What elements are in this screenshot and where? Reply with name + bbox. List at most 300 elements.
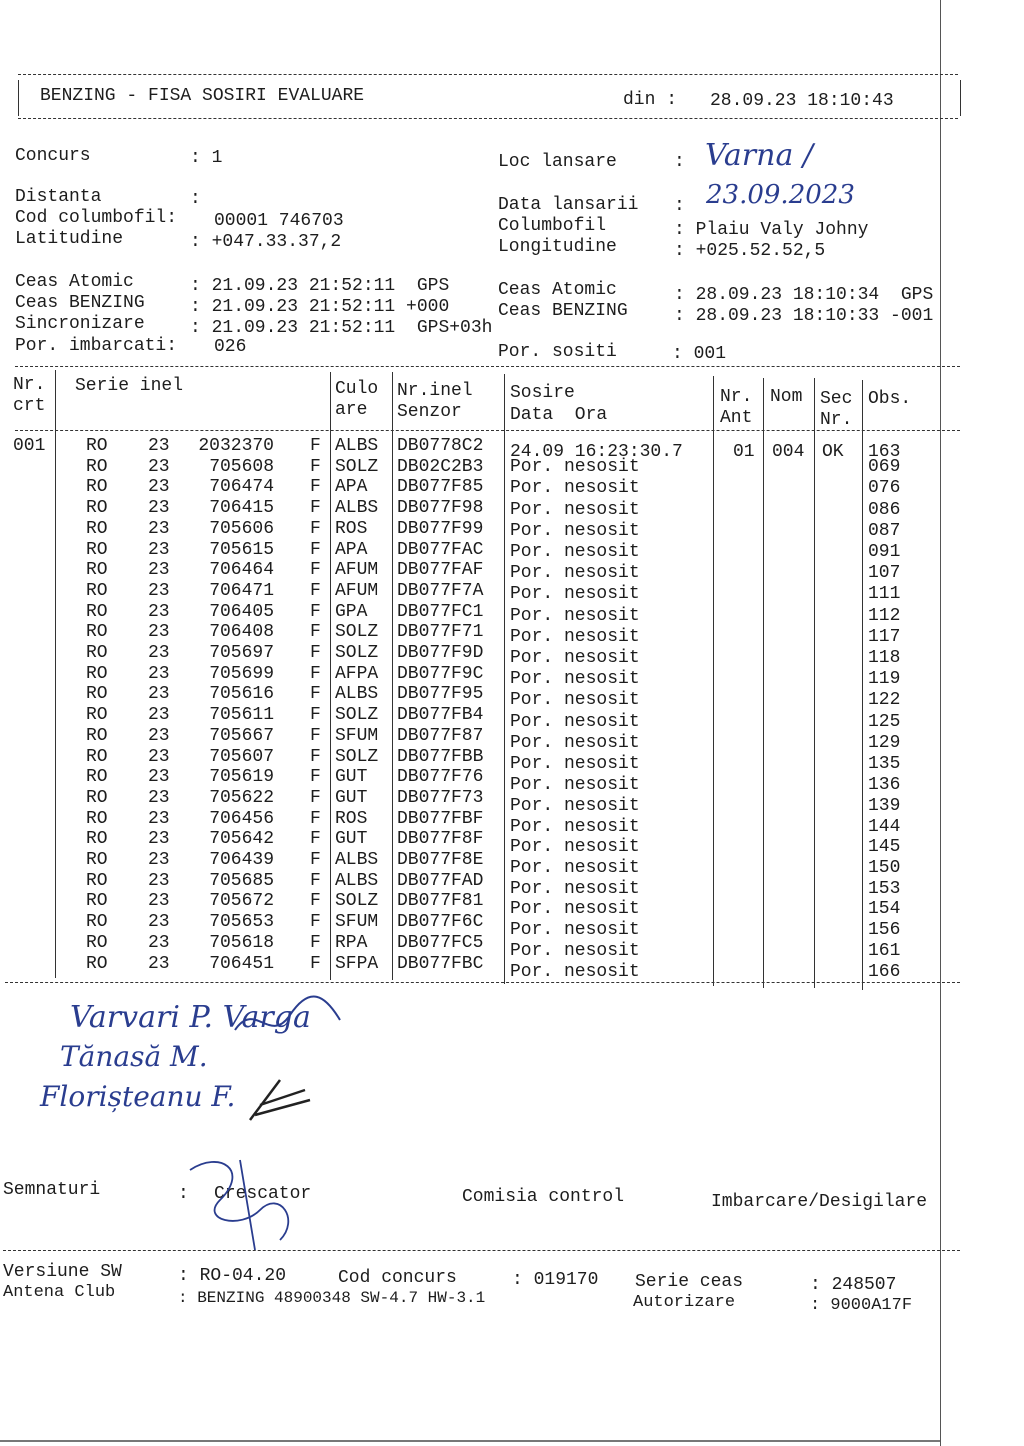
ring-number-cell: 706464 bbox=[209, 560, 274, 581]
ring-number-cell: 706471 bbox=[209, 580, 274, 601]
table-row bbox=[0, 519, 1000, 540]
sensor-id-cell: DB077F98 bbox=[397, 498, 484, 519]
arrival-cell: Por. nesosit bbox=[510, 563, 640, 584]
col-header-sosire-1: Sosire bbox=[510, 383, 575, 403]
crescator-label: Crescator bbox=[214, 1184, 312, 1204]
ring-sex-cell: F bbox=[310, 891, 321, 912]
table-row bbox=[0, 829, 1000, 858]
serie-ceas-label: Serie ceas bbox=[635, 1272, 744, 1292]
ring-year-cell: 23 bbox=[148, 891, 170, 912]
arrival-cell: Por. nesosit bbox=[510, 940, 640, 961]
obs-cell: 111 bbox=[868, 584, 901, 605]
por-sositi-value: : 001 bbox=[672, 344, 727, 364]
color-code-cell: SOLZ bbox=[335, 622, 379, 643]
table-row bbox=[0, 870, 1000, 899]
obs-cell: 154 bbox=[868, 899, 901, 920]
versiune-sw-label: Versiune SW bbox=[3, 1262, 122, 1282]
table-row bbox=[0, 643, 1000, 668]
sensor-id-cell: DB077F99 bbox=[397, 518, 484, 539]
page-edge-bottom bbox=[0, 1440, 940, 1442]
semnaturi-colon: : bbox=[178, 1184, 189, 1204]
sincronizare-value: : 21.09.23 21:52:11 GPS+03h bbox=[190, 318, 493, 338]
signature-scribble-2 bbox=[245, 1075, 315, 1125]
ring-year-cell: 23 bbox=[148, 787, 170, 808]
col-header-nr-crt-1: Nr. bbox=[13, 375, 46, 395]
ring-sex-cell: F bbox=[310, 746, 321, 767]
ring-number-cell: 706415 bbox=[209, 498, 274, 519]
table-row bbox=[0, 477, 1000, 498]
table-row bbox=[0, 932, 1000, 961]
arrival-cell: Por. nesosit bbox=[510, 520, 640, 541]
data-lansarii-colon: : bbox=[674, 196, 685, 216]
footer-top-rule bbox=[3, 1250, 960, 1251]
versiune-sw-value: : RO-04.20 bbox=[178, 1266, 287, 1286]
ring-sex-cell: F bbox=[310, 850, 321, 870]
col-header-nrant-1: Nr. bbox=[720, 387, 753, 407]
ring-country-cell: RO bbox=[86, 746, 108, 767]
ring-year-cell: 23 bbox=[148, 539, 170, 560]
color-code-cell: ALBS bbox=[335, 436, 379, 456]
handwritten-name-1: Varvari P. Varga bbox=[70, 1000, 311, 1035]
arrival-cell: Por. nesosit bbox=[510, 542, 640, 562]
imbarcare-desigilare-label: Imbarcare/Desigilare bbox=[711, 1192, 928, 1212]
obs-cell: 150 bbox=[868, 858, 901, 878]
ring-year-cell: 23 bbox=[148, 456, 170, 477]
ring-year-cell: 23 bbox=[148, 767, 170, 788]
ring-sex-cell: F bbox=[310, 932, 321, 953]
obs-cell: 144 bbox=[868, 816, 901, 837]
ceas-benzing-label: Ceas BENZING bbox=[15, 293, 145, 313]
ceas-benzing-2-value: : 28.09.23 18:10:33 -001 bbox=[674, 306, 934, 326]
ring-country-cell: RO bbox=[86, 601, 108, 622]
ring-year-cell: 23 bbox=[148, 932, 170, 953]
ring-number-cell: 706405 bbox=[209, 601, 274, 622]
columbofil-label: Columbofil bbox=[498, 216, 607, 236]
ring-country-cell: RO bbox=[86, 436, 108, 456]
ring-year-cell: 23 bbox=[148, 705, 170, 726]
ring-number-cell: 705616 bbox=[209, 684, 274, 705]
ring-country-cell: RO bbox=[86, 870, 108, 891]
ring-year-cell: 23 bbox=[148, 912, 170, 933]
arrival-cell: Por. nesosit bbox=[510, 584, 640, 605]
table-row bbox=[0, 601, 1000, 626]
ring-sex-cell: F bbox=[310, 643, 321, 663]
color-code-cell: ALBS bbox=[335, 498, 379, 519]
arrival-cell: Por. nesosit bbox=[510, 499, 640, 520]
sensor-id-cell: DB077F8F bbox=[397, 829, 484, 850]
table-row bbox=[0, 622, 1000, 647]
cod-concurs-value: : 019170 bbox=[512, 1270, 599, 1290]
loc-lansare-handwritten: Varna / bbox=[705, 138, 813, 173]
ring-country-cell: RO bbox=[86, 456, 108, 477]
sensor-id-cell: DB077FC1 bbox=[397, 601, 484, 622]
table-header-rule bbox=[15, 430, 960, 431]
ring-sex-cell: F bbox=[310, 518, 321, 539]
arrival-cell: 24.09 16:23:30.7 bbox=[510, 442, 683, 462]
ring-year-cell: 23 bbox=[148, 684, 170, 705]
ring-year-cell: 23 bbox=[148, 808, 170, 829]
longitudine-value: : +025.52.52,5 bbox=[674, 241, 826, 261]
obs-cell: 122 bbox=[868, 690, 901, 711]
semnaturi-label: Semnaturi bbox=[3, 1180, 101, 1200]
ring-sex-cell: F bbox=[310, 622, 321, 643]
ring-number-cell: 705619 bbox=[209, 767, 274, 788]
columbofil-value: : Plaiu Valy Johny bbox=[674, 220, 869, 240]
ring-country-cell: RO bbox=[86, 684, 108, 705]
ring-year-cell: 23 bbox=[148, 663, 170, 684]
color-code-cell: AFUM bbox=[335, 560, 379, 581]
sensor-id-cell: DB077FBF bbox=[397, 808, 484, 829]
ring-year-cell: 23 bbox=[148, 580, 170, 601]
col-header-nrant-2: Ant bbox=[720, 408, 753, 428]
sensor-id-cell: DB077FBB bbox=[397, 746, 484, 767]
obs-cell: 139 bbox=[868, 795, 901, 816]
cod-columbofil-value: 00001 746703 bbox=[214, 211, 344, 231]
arrival-cell: Por. nesosit bbox=[510, 920, 640, 941]
ring-sex-cell: F bbox=[310, 787, 321, 808]
obs-cell: 135 bbox=[868, 754, 901, 774]
ring-sex-cell: F bbox=[310, 436, 321, 456]
ring-country-cell: RO bbox=[86, 518, 108, 539]
color-code-cell: AFPA bbox=[335, 663, 379, 684]
sensor-id-cell: DB0778C2 bbox=[397, 436, 484, 456]
sensor-id-cell: DB077FAC bbox=[397, 539, 484, 560]
ceas-benzing-value: : 21.09.23 21:52:11 +000 bbox=[190, 297, 450, 317]
arrival-cell: Por. nesosit bbox=[510, 626, 640, 647]
obs-cell: 076 bbox=[868, 478, 901, 499]
obs-cell: 129 bbox=[868, 732, 901, 753]
por-sositi-label: Por. sositi bbox=[498, 342, 617, 362]
ring-number-cell: 705667 bbox=[209, 725, 274, 746]
obs-cell: 161 bbox=[868, 940, 901, 961]
arrival-cell: Por. nesosit bbox=[510, 961, 640, 982]
sensor-id-cell: DB02C2B3 bbox=[397, 456, 484, 477]
comisia-control-label: Comisia control bbox=[462, 1187, 625, 1207]
obs-cell: 117 bbox=[868, 626, 901, 647]
sensor-id-cell: DB077FBC bbox=[397, 953, 484, 974]
ring-sex-cell: F bbox=[310, 705, 321, 726]
ring-country-cell: RO bbox=[86, 891, 108, 912]
color-code-cell: AFUM bbox=[335, 580, 379, 601]
ring-year-cell: 23 bbox=[148, 643, 170, 663]
arrival-cell: Por. nesosit bbox=[510, 478, 640, 499]
arrival-cell: Por. nesosit bbox=[510, 837, 640, 858]
ring-year-cell: 23 bbox=[148, 953, 170, 974]
obs-cell: 112 bbox=[868, 605, 901, 626]
arrival-cell: Por. nesosit bbox=[510, 457, 640, 478]
ring-number-cell: 705642 bbox=[209, 829, 274, 850]
col-header-culoare-1: Culo bbox=[335, 379, 379, 399]
arrival-cell: Por. nesosit bbox=[510, 711, 640, 732]
obs-cell: 087 bbox=[868, 520, 901, 541]
latitudine-label: Latitudine bbox=[15, 229, 124, 249]
por-imbarcati-value: 026 bbox=[214, 337, 247, 357]
obs-cell: 091 bbox=[868, 542, 901, 562]
obs-cell: 163 bbox=[868, 442, 901, 462]
obs-cell: 107 bbox=[868, 563, 901, 584]
table-bottom-rule bbox=[5, 982, 960, 983]
table-row bbox=[0, 684, 1000, 711]
sensor-id-cell: DB077F71 bbox=[397, 622, 484, 643]
table-row bbox=[0, 746, 1000, 774]
ceas-atomic-2-value: : 28.09.23 18:10:34 GPS bbox=[674, 285, 934, 305]
ring-sex-cell: F bbox=[310, 456, 321, 477]
ring-country-cell: RO bbox=[86, 643, 108, 663]
obs-cell: 153 bbox=[868, 878, 901, 899]
table-row bbox=[0, 560, 1000, 584]
table-row bbox=[0, 436, 1000, 462]
arrival-cell: Por. nesosit bbox=[510, 816, 640, 837]
table-row bbox=[0, 540, 1000, 561]
table-row bbox=[0, 891, 1000, 920]
autorizare-label: Autorizare bbox=[633, 1293, 736, 1312]
ring-country-cell: RO bbox=[86, 912, 108, 933]
row-nr-crt: 001 bbox=[13, 436, 46, 456]
ring-year-cell: 23 bbox=[148, 622, 170, 643]
ring-sex-cell: F bbox=[310, 808, 321, 829]
ring-sex-cell: F bbox=[310, 477, 321, 498]
ceas-atomic-label: Ceas Atomic bbox=[15, 272, 134, 292]
color-code-cell: SOLZ bbox=[335, 456, 379, 477]
ring-year-cell: 23 bbox=[148, 725, 170, 746]
sensor-id-cell: DB077FAF bbox=[397, 560, 484, 581]
ring-year-cell: 23 bbox=[148, 870, 170, 891]
ring-sex-cell: F bbox=[310, 725, 321, 746]
color-code-cell: ALBS bbox=[335, 870, 379, 891]
table-row bbox=[0, 767, 1000, 796]
color-code-cell: APA bbox=[335, 477, 368, 498]
sensor-id-cell: DB077F9D bbox=[397, 643, 484, 663]
sec-nr-cell: OK bbox=[822, 442, 844, 462]
ring-year-cell: 23 bbox=[148, 560, 170, 581]
latitudine-value: : +047.33.37,2 bbox=[190, 232, 342, 252]
loc-lansare-colon: : bbox=[674, 152, 685, 172]
ring-sex-cell: F bbox=[310, 580, 321, 601]
handwritten-name-3: Florișteanu F. bbox=[40, 1080, 236, 1113]
ring-number-cell: 2032370 bbox=[198, 436, 274, 456]
ring-country-cell: RO bbox=[86, 767, 108, 788]
arrival-cell: Por. nesosit bbox=[510, 858, 640, 878]
arrival-cell: Por. nesosit bbox=[510, 775, 640, 796]
color-code-cell: GUT bbox=[335, 829, 368, 850]
serie-ceas-value: : 248507 bbox=[810, 1275, 897, 1295]
table-row bbox=[0, 580, 1000, 605]
obs-cell: 136 bbox=[868, 775, 901, 796]
ring-sex-cell: F bbox=[310, 498, 321, 519]
ring-number-cell: 705606 bbox=[209, 518, 274, 539]
color-code-cell: ROS bbox=[335, 808, 368, 829]
ring-sex-cell: F bbox=[310, 601, 321, 622]
arrival-cell: Por. nesosit bbox=[510, 878, 640, 899]
antena-club-value: : BENZING 48900348 SW-4.7 HW-3.1 bbox=[178, 1289, 486, 1307]
col-header-sosire-2: Data Ora bbox=[510, 405, 608, 425]
ring-year-cell: 23 bbox=[148, 477, 170, 498]
color-code-cell: SOLZ bbox=[335, 643, 379, 663]
table-row bbox=[0, 663, 1000, 690]
loc-lansare-label: Loc lansare bbox=[498, 152, 617, 172]
col-header-sec-1: Sec bbox=[820, 389, 853, 409]
sincronizare-label: Sincronizare bbox=[15, 314, 145, 334]
ring-sex-cell: F bbox=[310, 539, 321, 560]
color-code-cell: GUT bbox=[335, 787, 368, 808]
col-header-obs: Obs. bbox=[868, 389, 912, 409]
ring-number-cell: 705611 bbox=[209, 705, 274, 726]
ring-year-cell: 23 bbox=[148, 498, 170, 519]
ring-country-cell: RO bbox=[86, 477, 108, 498]
handwritten-name-2: Tănasă M. bbox=[60, 1040, 208, 1073]
ring-year-cell: 23 bbox=[148, 601, 170, 622]
ring-number-cell: 705672 bbox=[209, 891, 274, 912]
ring-sex-cell: F bbox=[310, 912, 321, 933]
obs-cell: 166 bbox=[868, 961, 901, 982]
din-label: din : bbox=[623, 90, 678, 110]
ring-number-cell: 705618 bbox=[209, 932, 274, 953]
table-row bbox=[0, 725, 1000, 753]
cod-concurs-label: Cod concurs bbox=[338, 1268, 457, 1288]
ring-country-cell: RO bbox=[86, 539, 108, 560]
sensor-id-cell: DB077F9C bbox=[397, 663, 484, 684]
ring-country-cell: RO bbox=[86, 725, 108, 746]
ring-number-cell: 705653 bbox=[209, 912, 274, 933]
color-code-cell: SOLZ bbox=[335, 891, 379, 912]
obs-cell: 145 bbox=[868, 837, 901, 858]
crescator-signature bbox=[180, 1150, 330, 1260]
color-code-cell: SOLZ bbox=[335, 705, 379, 726]
table-row bbox=[0, 705, 1000, 732]
ring-year-cell: 23 bbox=[148, 518, 170, 539]
table-row bbox=[0, 953, 1000, 982]
data-lansarii-handwritten: 23.09.2023 bbox=[706, 180, 855, 210]
concurs-label: Concurs bbox=[15, 146, 91, 166]
ring-country-cell: RO bbox=[86, 498, 108, 519]
ring-year-cell: 23 bbox=[148, 436, 170, 456]
sensor-id-cell: DB077FC5 bbox=[397, 932, 484, 953]
color-code-cell: APA bbox=[335, 539, 368, 560]
obs-cell: 118 bbox=[868, 648, 901, 668]
arrival-cell: Por. nesosit bbox=[510, 754, 640, 774]
col-header-nrinel-1: Nr.inel bbox=[397, 381, 473, 401]
arrival-cell: Por. nesosit bbox=[510, 795, 640, 816]
document-title: BENZING - FISA SOSIRI EVALUARE bbox=[40, 86, 365, 106]
sensor-id-cell: DB077F7A bbox=[397, 580, 484, 601]
ring-number-cell: 706451 bbox=[209, 953, 274, 974]
ring-sex-cell: F bbox=[310, 829, 321, 850]
longitudine-label: Longitudine bbox=[498, 237, 617, 257]
ring-year-cell: 23 bbox=[148, 850, 170, 870]
arrival-cell: Por. nesosit bbox=[510, 605, 640, 626]
nr-ant-cell: 01 bbox=[733, 442, 755, 462]
ring-number-cell: 705699 bbox=[209, 663, 274, 684]
color-code-cell: SFUM bbox=[335, 725, 379, 746]
table-row bbox=[0, 808, 1000, 837]
data-lansarii-label: Data lansarii bbox=[498, 195, 639, 215]
sensor-id-cell: DB077F6C bbox=[397, 912, 484, 933]
ceas-benzing-2-label: Ceas BENZING bbox=[498, 301, 628, 321]
sensor-id-cell: DB077F81 bbox=[397, 891, 484, 912]
ring-number-cell: 705622 bbox=[209, 787, 274, 808]
color-code-cell: GUT bbox=[335, 767, 368, 788]
ring-sex-cell: F bbox=[310, 663, 321, 684]
color-code-cell: ROS bbox=[335, 518, 368, 539]
sensor-id-cell: DB077F85 bbox=[397, 477, 484, 498]
obs-cell: 125 bbox=[868, 711, 901, 732]
distanta-label: Distanta bbox=[15, 187, 102, 207]
ceas-atomic-2-label: Ceas Atomic bbox=[498, 280, 617, 300]
ring-sex-cell: F bbox=[310, 953, 321, 974]
ring-country-cell: RO bbox=[86, 580, 108, 601]
color-code-cell: SFUM bbox=[335, 912, 379, 933]
table-row bbox=[0, 787, 1000, 816]
antena-club-label: Antena Club bbox=[3, 1283, 116, 1302]
ring-country-cell: RO bbox=[86, 787, 108, 808]
ring-country-cell: RO bbox=[86, 850, 108, 870]
color-code-cell: SFPA bbox=[335, 953, 379, 974]
col-header-serie-inel: Serie inel bbox=[75, 376, 184, 396]
sensor-id-cell: DB077F8E bbox=[397, 850, 484, 870]
ring-year-cell: 23 bbox=[148, 746, 170, 767]
color-code-cell: RPA bbox=[335, 932, 368, 953]
concurs-value: : 1 bbox=[190, 148, 223, 168]
col-header-sec-2: Nr. bbox=[820, 410, 853, 430]
color-code-cell: ALBS bbox=[335, 850, 379, 870]
obs-cell: 086 bbox=[868, 499, 901, 520]
distanta-value: : bbox=[190, 189, 201, 209]
arrival-cell: Por. nesosit bbox=[510, 648, 640, 668]
table-row bbox=[0, 850, 1000, 878]
ring-country-cell: RO bbox=[86, 953, 108, 974]
col-header-nrinel-2: Senzor bbox=[397, 402, 462, 422]
ring-country-cell: RO bbox=[86, 932, 108, 953]
table-top-rule bbox=[15, 366, 960, 367]
ring-number-cell: 705607 bbox=[209, 746, 274, 767]
ring-country-cell: RO bbox=[86, 705, 108, 726]
ring-number-cell: 705685 bbox=[209, 870, 274, 891]
ring-sex-cell: F bbox=[310, 560, 321, 581]
signature-scribble-1 bbox=[230, 990, 350, 1050]
color-code-cell: ALBS bbox=[335, 684, 379, 705]
cod-columbofil-label: Cod columbofil: bbox=[15, 208, 178, 228]
sensor-id-cell: DB077FAD bbox=[397, 870, 484, 891]
header-left-border bbox=[18, 80, 19, 116]
sensor-id-cell: DB077FB4 bbox=[397, 705, 484, 726]
arrival-cell: Por. nesosit bbox=[510, 690, 640, 711]
ring-number-cell: 706474 bbox=[209, 477, 274, 498]
table-row bbox=[0, 457, 1000, 478]
obs-cell: 069 bbox=[868, 457, 901, 478]
nom-cell: 004 bbox=[772, 442, 805, 462]
col-header-culoare-2: are bbox=[335, 400, 368, 420]
ring-country-cell: RO bbox=[86, 560, 108, 581]
col-header-nr-crt-2: crt bbox=[13, 396, 46, 416]
ring-sex-cell: F bbox=[310, 684, 321, 705]
ring-country-cell: RO bbox=[86, 622, 108, 643]
header-bottom-rule bbox=[18, 118, 958, 119]
ring-country-cell: RO bbox=[86, 829, 108, 850]
autorizare-value: : 9000A17F bbox=[810, 1296, 913, 1315]
color-code-cell: SOLZ bbox=[335, 746, 379, 767]
sensor-id-cell: DB077F87 bbox=[397, 725, 484, 746]
ring-number-cell: 705615 bbox=[209, 539, 274, 560]
header-right-border bbox=[960, 80, 961, 116]
ring-sex-cell: F bbox=[310, 767, 321, 788]
ring-number-cell: 706439 bbox=[209, 850, 274, 870]
table-row bbox=[0, 498, 1000, 519]
header-top-rule bbox=[18, 74, 958, 75]
arrival-cell: Por. nesosit bbox=[510, 899, 640, 920]
sensor-id-cell: DB077F73 bbox=[397, 787, 484, 808]
arrival-cell: Por. nesosit bbox=[510, 732, 640, 753]
sensor-id-cell: DB077F95 bbox=[397, 684, 484, 705]
